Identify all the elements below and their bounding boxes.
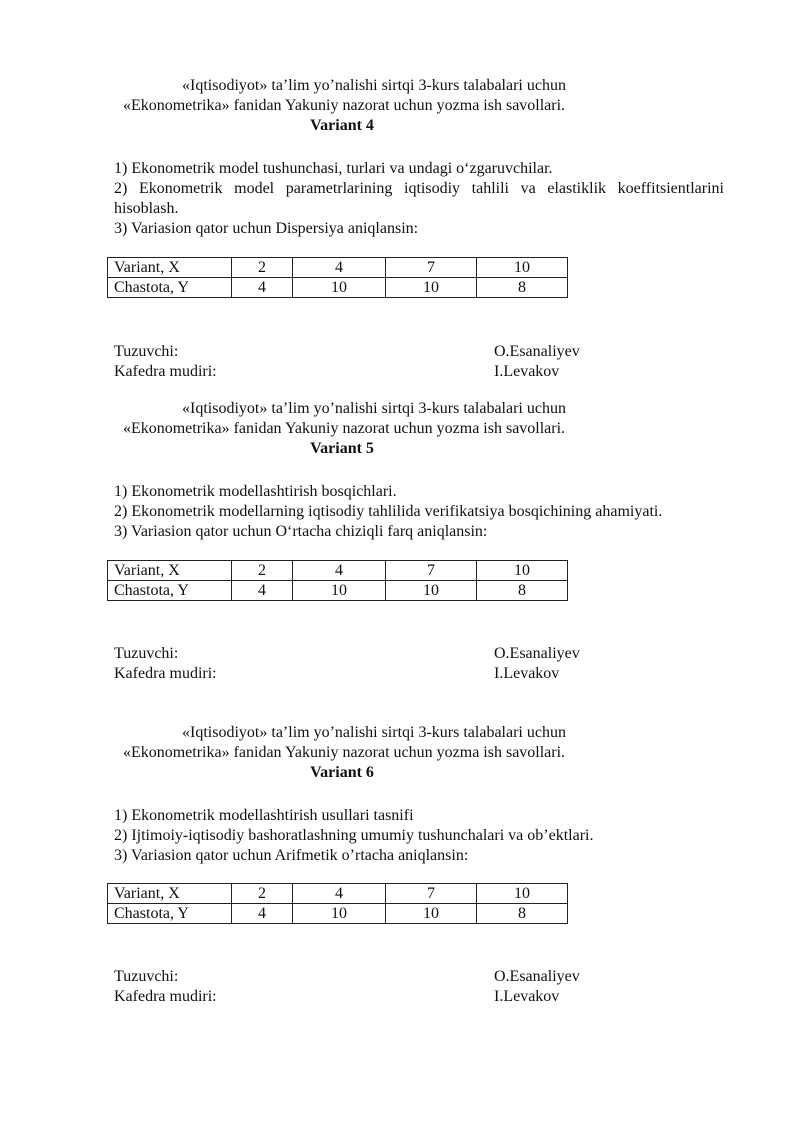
header-line-2: «Ekonometrika» fanidan Yakuniy nazorat uchun yozma ish savollari. xyxy=(122,420,566,437)
head-label: Kafedra mudiri: xyxy=(114,988,217,1005)
table-row xyxy=(108,278,568,298)
compiler-name: O.Esanaliyev xyxy=(494,645,580,662)
table-cell: 10 xyxy=(386,278,477,298)
question-2: 2) Ekonometrik model parametrlarining iqtisodiy tahlili va elastiklik koeffitsientlarini hisoblash. xyxy=(114,180,724,217)
table-cell: 10 xyxy=(293,904,386,924)
variant-title: Variant 6 xyxy=(310,764,374,781)
table-cell: Chastota, Y xyxy=(108,581,232,601)
header-line-2: «Ekonometrika» fanidan Yakuniy nazorat uchun yozma ish savollari. xyxy=(122,97,566,114)
table-cell: 10 xyxy=(386,904,477,924)
header-line-1: «Iqtisodiyot» ta’lim yo’nalishi sirtqi 3-kurs talabalari uchun xyxy=(182,400,566,417)
table-cell: 4 xyxy=(293,884,386,904)
table-cell: 2 xyxy=(232,561,293,581)
table-cell: 8 xyxy=(477,278,568,298)
variant-title: Variant 5 xyxy=(310,440,374,457)
head-label: Kafedra mudiri: xyxy=(114,363,217,380)
table-cell: 10 xyxy=(386,581,477,601)
header-line-1: «Iqtisodiyot» ta’lim yo’nalishi sirtqi 3-kurs talabalari uchun xyxy=(182,724,566,741)
compiler-name: O.Esanaliyev xyxy=(494,343,580,360)
compiler-label: Tuzuvchi: xyxy=(114,968,179,985)
question-1: 1) Ekonometrik model tushunchasi, turlari va undagi o‘zgaruvchilar. xyxy=(114,160,553,177)
table-cell: Chastota, Y xyxy=(108,904,232,924)
question-1: 1) Ekonometrik modellashtirish usullari tasnifi xyxy=(114,807,414,824)
signature-block xyxy=(114,342,714,382)
table-cell: 4 xyxy=(232,278,293,298)
head-label: Kafedra mudiri: xyxy=(114,665,217,682)
variation-table xyxy=(107,257,568,298)
table-row xyxy=(108,904,568,924)
question-3: 3) Variasion qator uchun O‘rtacha chiziqli farq aniqlansin: xyxy=(114,523,488,540)
question-2: 2) Ijtimoiy-iqtisodiy bashoratlashning umumiy tushunchalari va ob’ektlari. xyxy=(114,827,594,844)
head-name: I.Levakov xyxy=(494,665,560,682)
table-cell: 10 xyxy=(477,561,568,581)
table-cell: 4 xyxy=(232,581,293,601)
compiler-label: Tuzuvchi: xyxy=(114,645,179,662)
signature-block xyxy=(114,644,714,684)
signature-block xyxy=(114,967,714,1007)
table-cell: 10 xyxy=(293,581,386,601)
table-cell: 7 xyxy=(386,561,477,581)
table-cell: 4 xyxy=(293,258,386,278)
variant-section-5 xyxy=(0,399,800,682)
table-cell: Variant, X xyxy=(108,258,232,278)
table-cell: 7 xyxy=(386,258,477,278)
table-cell: Chastota, Y xyxy=(108,278,232,298)
table-cell: 10 xyxy=(293,278,386,298)
table-cell: 8 xyxy=(477,904,568,924)
question-3: 3) Variasion qator uchun Arifmetik o’rtacha aniqlansin: xyxy=(114,847,469,864)
table-cell: 7 xyxy=(386,884,477,904)
table-cell: 4 xyxy=(232,904,293,924)
table-cell: 10 xyxy=(477,884,568,904)
variant-section-4 xyxy=(0,76,800,380)
question-1: 1) Ekonometrik modellashtirish bosqichlari. xyxy=(114,483,397,500)
table-cell: Variant, X xyxy=(108,561,232,581)
header-line-2: «Ekonometrika» fanidan Yakuniy nazorat uchun yozma ish savollari. xyxy=(122,744,566,761)
head-name: I.Levakov xyxy=(494,363,560,380)
head-name: I.Levakov xyxy=(494,988,560,1005)
question-list xyxy=(114,806,724,866)
question-list xyxy=(114,159,724,239)
variation-table xyxy=(107,560,568,601)
compiler-label: Tuzuvchi: xyxy=(114,343,179,360)
table-row xyxy=(108,581,568,601)
variation-table xyxy=(107,883,568,924)
table-row xyxy=(108,561,568,581)
table-cell: 10 xyxy=(477,258,568,278)
table-cell: 8 xyxy=(477,581,568,601)
table-row xyxy=(108,884,568,904)
table-cell: 2 xyxy=(232,884,293,904)
question-2: 2) Ekonometrik modellarning iqtisodiy tahlilida verifikatsiya bosqichining ahamiyati. xyxy=(114,503,663,520)
question-list xyxy=(114,482,724,542)
table-cell: 2 xyxy=(232,258,293,278)
compiler-name: O.Esanaliyev xyxy=(494,968,580,985)
table-cell: Variant, X xyxy=(108,884,232,904)
variant-title: Variant 4 xyxy=(310,117,374,134)
table-cell: 4 xyxy=(293,561,386,581)
table-row xyxy=(108,258,568,278)
question-3: 3) Variasion qator uchun Dispersiya aniqlansin: xyxy=(114,220,419,237)
header-line-1: «Iqtisodiyot» ta’lim yo’nalishi sirtqi 3-kurs talabalari uchun xyxy=(182,77,566,94)
variant-section-6 xyxy=(0,723,800,1005)
